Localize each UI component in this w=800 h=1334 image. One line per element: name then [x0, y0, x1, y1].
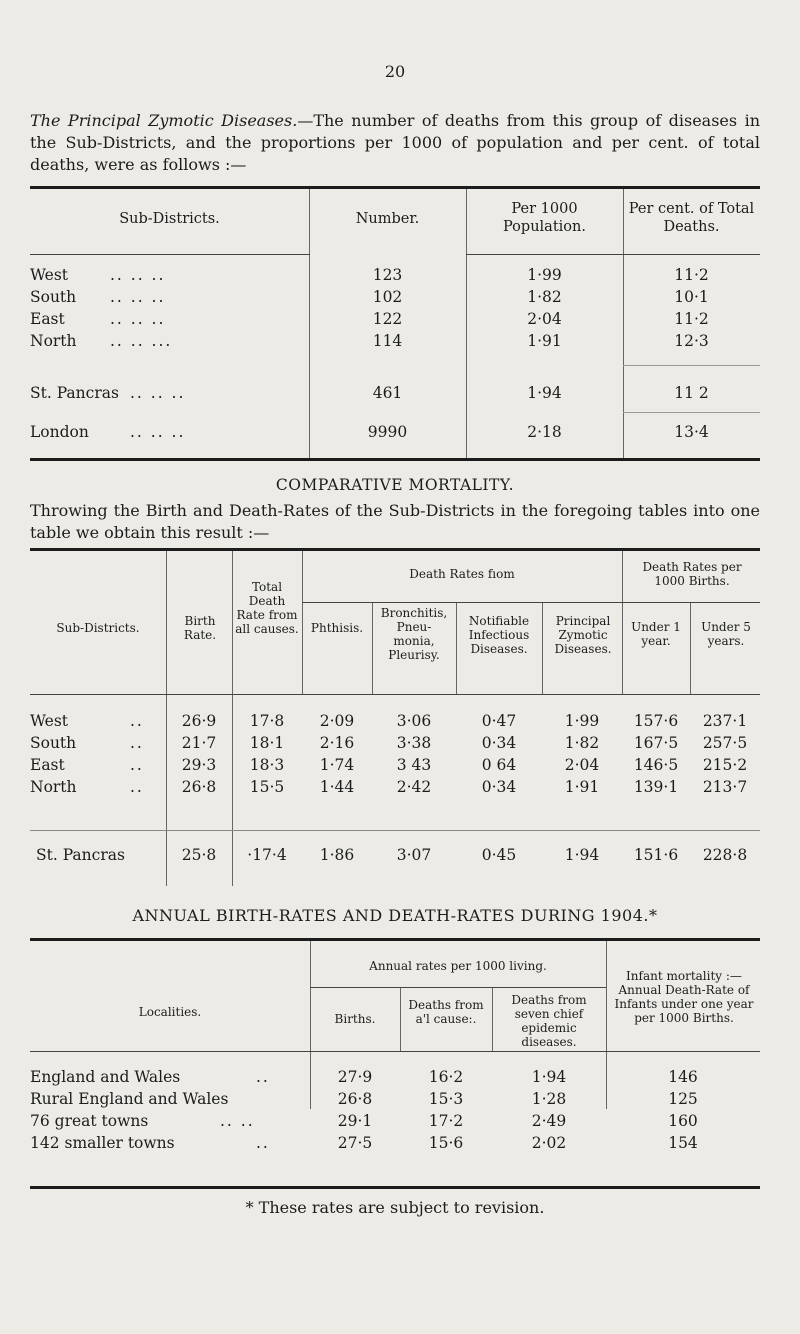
t3-row-label: England and Wales .. [30, 1068, 270, 1086]
t1-row-label: West .. .. .. [30, 266, 166, 284]
comparative-heading: COMPARATIVE MORTALITY. [275, 476, 515, 494]
comparative-paragraph: Throwing the Birth and Death-Rates of the Sub-Districts in the foregoing tables into one table we obtain this result :— [30, 501, 760, 542]
t1-row-label: South .. .. .. [30, 288, 166, 306]
t2-row-label: South .. [30, 734, 144, 752]
t3-header-localities: Localities. [138, 1005, 202, 1019]
t3-row-label: Rural England and Wales [30, 1090, 229, 1108]
t1-header-per1000: Per 1000 Population. [503, 201, 586, 235]
t3-header-deaths-all: Deaths from a'l cause:. [408, 998, 484, 1026]
page [30, 0, 760, 1334]
annual-heading: ANNUAL BIRTH-RATES AND DEATH-RATES DURING 1904.* [132, 906, 658, 925]
t2-header-under1: Under 1 year. [631, 620, 681, 648]
t3-row-smaller-towns: 142 smaller towns .. 27·5 15·6 2·02 154 [30, 1134, 698, 1152]
t1-header-subdistricts: Sub-Districts. [119, 211, 220, 227]
t2-header-zymotic: Principal Zymotic Diseases. [554, 614, 612, 656]
t2-row-north: North .. 26·8 15·5 1·44 2·42 0·34 1·91 139·1 213·7 [30, 778, 748, 796]
t3-row-rural: Rural England and Wales 26·8 15·3 1·28 125 [30, 1090, 698, 1108]
t2-row-label: East .. [30, 756, 144, 774]
t3-row-label: 142 smaller towns .. [30, 1134, 270, 1152]
t3-row-great-towns: 76 great towns .. .. 29·1 17·2 2·49 160 [30, 1112, 698, 1130]
t1-row-stpancras: St. Pancras .. .. .. 461 1·94 11 2 [30, 384, 709, 402]
t3-header-births: Births. [334, 1012, 376, 1026]
page-number: 20 [384, 62, 406, 81]
t1-row-label: St. Pancras .. .. .. [30, 384, 186, 402]
t1-header-number: Number. [355, 211, 420, 227]
t2-header-bronchitis: Bronchitis, Pneu- monia, Pleurisy. [380, 606, 448, 662]
t3-header-annual-rates: Annual rates per 1000 living. [369, 959, 547, 973]
t1-row-north: North .. .. ... 114 1·91 12·3 [30, 332, 709, 350]
t2-header-notifiable: Notifiable Infectious Diseases. [468, 614, 530, 656]
footnote: * These rates are subject to revision. [245, 1198, 545, 1217]
t2-row-east: East .. 29·3 18·3 1·74 3 43 0 64 2·04 146·5 215·2 [30, 756, 748, 774]
t3-row-england-wales: England and Wales .. 27·9 16·2 1·94 146 [30, 1068, 698, 1086]
t1-row-label: North .. .. ... [30, 332, 173, 350]
t3-header-deaths-seven: Deaths from seven chief epidemic diseases. [511, 993, 587, 1049]
t2-row-stpancras: St. Pancras 25·8 ·17·4 1·86 3·07 0·45 1·94 151·6 228·8 [36, 846, 748, 864]
t1-row-label: London .. .. .. [30, 423, 186, 441]
t2-header-under5: Under 5 years. [701, 620, 751, 648]
t3-row-label: 76 great towns .. .. [30, 1112, 255, 1130]
t2-header-phthisis: Phthisis. [310, 621, 364, 635]
intro-text: —The number of deaths from this group of diseases in the Sub-Districts, and the proportions per 1000 of population and per cent. of total deaths, were as follows :— [30, 111, 761, 174]
t2-header-death-rates-from: Death Rates fıom [409, 567, 515, 581]
intro-paragraph [30, 110, 760, 176]
t2-row-label: St. Pancras [36, 846, 125, 864]
t2-row-south: South .. 21·7 18·1 2·16 3·38 0·34 1·82 167·5 257·5 [30, 734, 748, 752]
t2-header-subdistricts: Sub-Districts. [56, 621, 140, 635]
t3-header-infant: Infant mortality :— Annual Death-Rate of Infants under one year per 1000 Births. [614, 969, 754, 1025]
t1-header-percent: Per cent. of Total Deaths. [628, 201, 755, 235]
t2-row-label: West .. [30, 712, 144, 730]
t2-header-birth: Birth Rate. [183, 614, 217, 642]
t1-row-south: South .. .. .. 102 1·82 10·1 [30, 288, 709, 306]
t2-header-death-rates-births: Death Rates per 1000 Births. [642, 560, 742, 588]
t1-row-label: East .. .. .. [30, 310, 166, 328]
intro-title: The Principal Zymotic Diseases. [30, 111, 298, 130]
t1-row-london: London .. .. .. 9990 2·18 13·4 [30, 423, 709, 441]
t1-row-east: East .. .. .. 122 2·04 11·2 [30, 310, 709, 328]
t2-row-west: West .. 26·9 17·8 2·09 3·06 0·47 1·99 157·6 237·1 [30, 712, 748, 730]
t2-header-total: Total Death Rate from all causes. [235, 580, 299, 636]
t1-row-west: West .. .. .. 123 1·99 11·2 [30, 266, 709, 284]
t2-row-label: North .. [30, 778, 144, 796]
